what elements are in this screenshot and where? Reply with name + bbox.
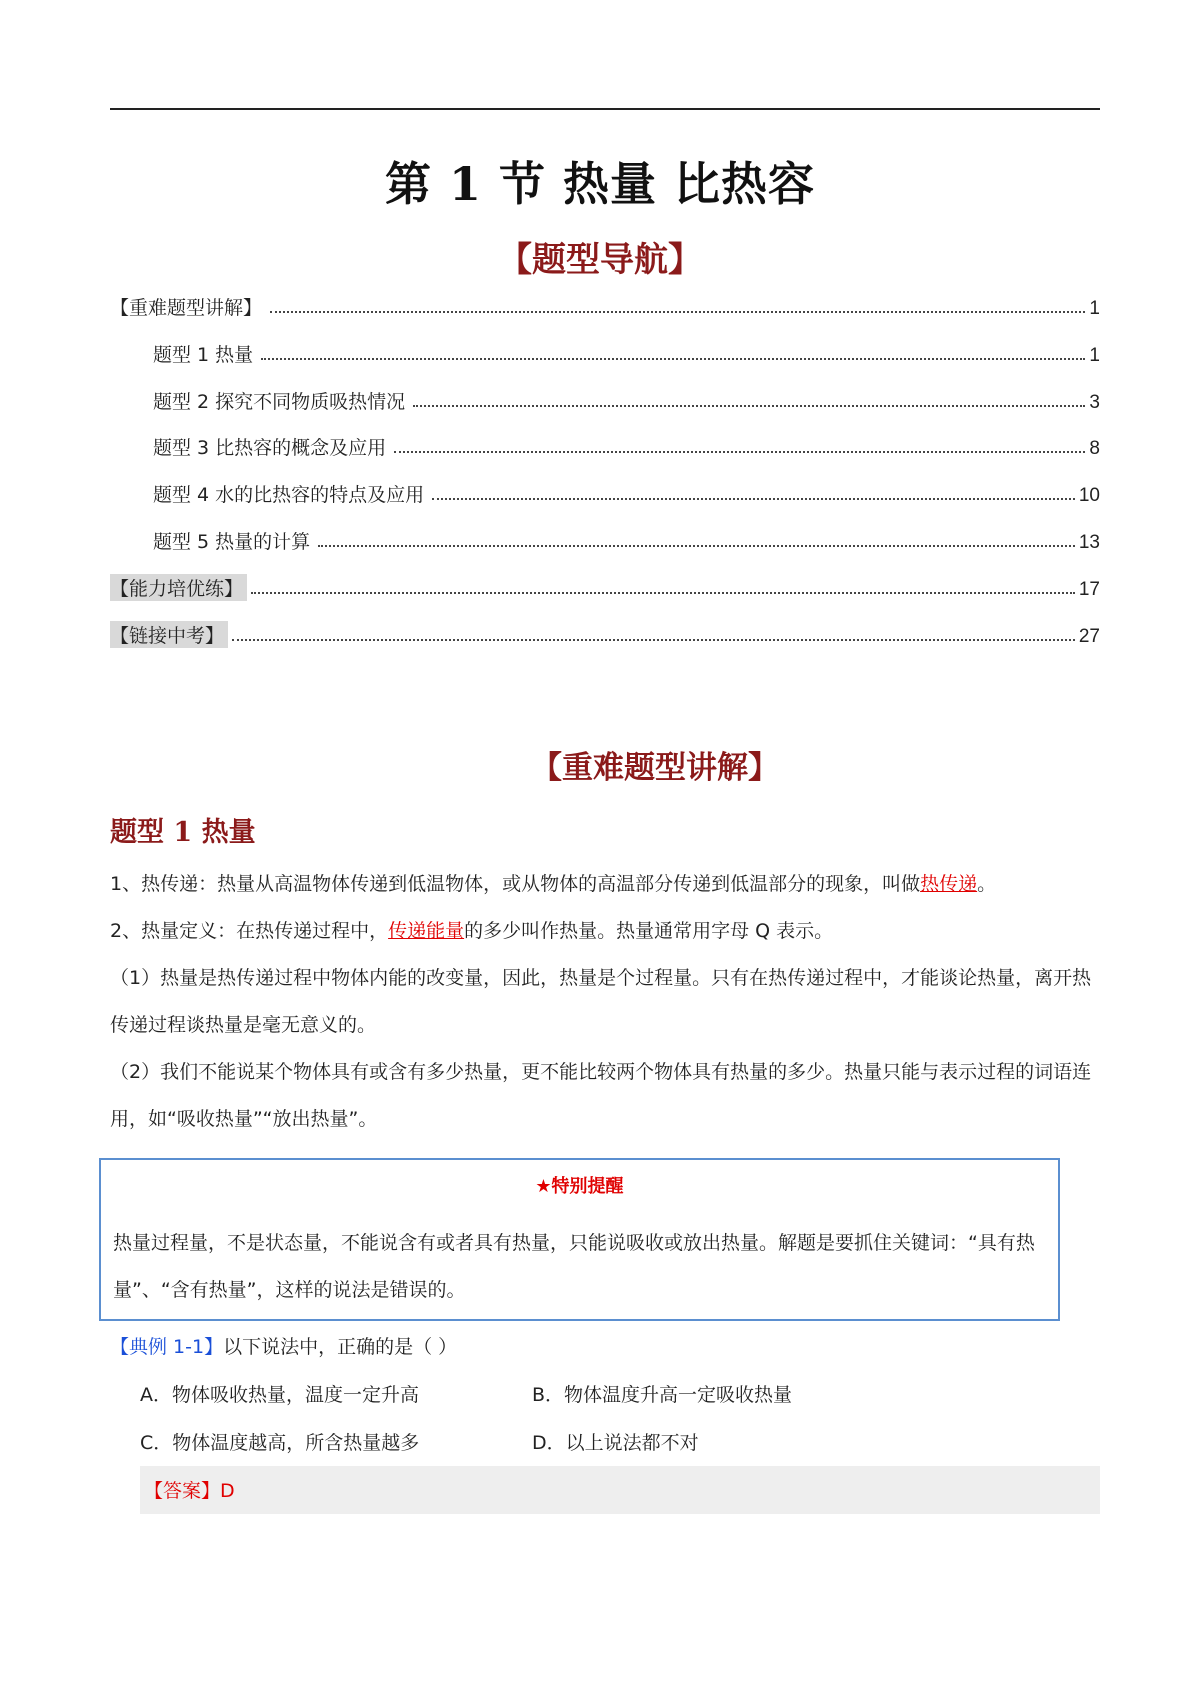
toc-entry[interactable] <box>153 337 1100 367</box>
toc-entry-page: 1 <box>1089 345 1100 366</box>
paragraph-text: 2、热量定义：在热传递过程中， <box>110 920 389 942</box>
toc-entry-page: 27 <box>1078 626 1100 647</box>
toc-leader <box>413 405 1085 407</box>
example-tag: 【典例 1-1】 <box>110 1336 224 1358</box>
toc-entry[interactable] <box>153 477 1100 507</box>
toc-leader <box>318 545 1075 547</box>
nav-title: 【题型导航】 <box>498 240 702 280</box>
paragraph-text: 的多少叫作热量。热量通常用字母 Q 表示。 <box>464 920 834 942</box>
paragraph-text: 。 <box>977 873 997 895</box>
paragraph-heat-definition <box>110 908 1100 955</box>
option-d[interactable]: D．以上说法都不对 <box>532 1432 699 1454</box>
tip-title: ★特别提醒 <box>535 1176 624 1197</box>
toc-entry[interactable] <box>110 618 1100 648</box>
toc-leader <box>432 498 1075 500</box>
toc-leader <box>232 639 1075 641</box>
toc-leader <box>394 451 1085 453</box>
toc-entry[interactable] <box>153 430 1100 460</box>
toc-entry-label: 【链接中考】 <box>110 621 228 648</box>
toc-entry-page: 3 <box>1089 392 1100 413</box>
option-b[interactable]: B．物体温度升高一定吸收热量 <box>532 1384 793 1406</box>
toc-entry-page: 13 <box>1078 532 1100 553</box>
toc-entry[interactable] <box>153 384 1100 414</box>
toc-leader <box>261 358 1085 360</box>
toc-entry-label: 【能力培优练】 <box>110 574 247 601</box>
tip-box <box>99 1158 1060 1321</box>
type-heading: 题型 1 热量 <box>110 817 256 848</box>
toc-leader <box>251 592 1075 594</box>
toc-entry[interactable] <box>110 290 1100 320</box>
example-question-text: 以下说法中，正确的是（ ） <box>223 1336 458 1358</box>
example-question <box>110 1332 457 1359</box>
answer-text: 【答案】D <box>144 1480 235 1502</box>
header-rule <box>110 108 1100 110</box>
document-title: 第 1 节 热量 比热容 <box>384 157 816 211</box>
option-a[interactable]: A．物体吸收热量，温度一定升高 <box>140 1384 419 1406</box>
toc-entry-page: 1 <box>1089 298 1100 319</box>
key-term: 传递能量 <box>388 920 465 942</box>
toc-entry-page: 8 <box>1089 438 1100 459</box>
toc-entry-label: 题型 1 热量 <box>153 344 254 366</box>
paragraph-text: 1、热传递：热量从高温物体传递到低温物体，或从物体的高温部分传递到低温部分的现象，叫做 <box>110 873 921 895</box>
paragraph-note-2: （2）我们不能说某个物体具有或含有多少热量，更不能比较两个物体具有热量的多少。热量只能与表示过程的词语连用，如“吸收热量”“放出热量”。 <box>110 1061 1092 1130</box>
paragraph-heat-transfer <box>110 861 1100 908</box>
toc-entry[interactable] <box>153 524 1100 554</box>
tip-text: 热量过程量，不是状态量，不能说含有或者具有热量，只能说吸收或放出热量。解题是要抓住关键词：“具有热量”、“含有热量”，这样的说法是错误的。 <box>113 1232 1035 1301</box>
toc-entry-label: 题型 3 比热容的概念及应用 <box>153 437 387 459</box>
section-title: 【重难题型讲解】 <box>531 750 779 786</box>
toc-entry[interactable] <box>110 571 1100 601</box>
toc-entry-label: 【重难题型讲解】 <box>110 297 263 319</box>
option-c[interactable]: C．物体温度越高，所含热量越多 <box>140 1432 420 1454</box>
key-term: 热传递 <box>920 873 978 895</box>
toc-entry-page: 10 <box>1078 485 1100 506</box>
paragraph-note-1: （1）热量是热传递过程中物体内能的改变量，因此，热量是个过程量。只有在热传递过程中，才能谈论热量，离开热传递过程谈热量是毫无意义的。 <box>110 967 1092 1036</box>
toc-entry-label: 题型 4 水的比热容的特点及应用 <box>153 484 425 506</box>
toc-entry-label: 题型 2 探究不同物质吸热情况 <box>153 391 406 413</box>
answer-bar <box>140 1466 1100 1514</box>
toc-entry-label: 题型 5 热量的计算 <box>153 531 311 553</box>
toc-entry-page: 17 <box>1078 579 1100 600</box>
toc-leader <box>270 311 1085 313</box>
